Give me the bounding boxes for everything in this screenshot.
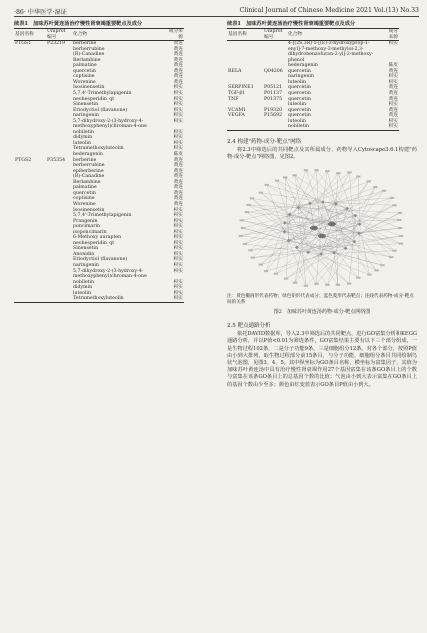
compound-node xyxy=(246,204,250,206)
cell-source: 黄连 xyxy=(173,185,183,191)
cell-compound: palmatine xyxy=(73,63,97,69)
cell-compound: poncimarin xyxy=(73,224,100,230)
cell-compound: luteolin xyxy=(288,102,307,108)
cell-source: 黄连 xyxy=(173,74,183,80)
cell-compound: hederagenin xyxy=(288,63,318,69)
cell-compound: 5,7,4'-Trimethylapigenin xyxy=(73,213,132,219)
cell-source: 枳实 xyxy=(388,102,398,108)
compound-node xyxy=(248,250,252,252)
cell-source: 黄连 xyxy=(173,46,183,52)
cell-compound: luteolin xyxy=(288,118,307,124)
col-header-uniprot: Uniprot 编号 xyxy=(263,29,287,41)
cell-source: 枳实 xyxy=(173,290,183,296)
compound-node xyxy=(244,211,248,213)
cell-compound: quercetin xyxy=(288,96,311,102)
cell-gene: TNF xyxy=(228,96,239,102)
cell-compound: berberine xyxy=(73,41,97,47)
compound-node xyxy=(336,172,340,174)
cell-gene: VCAM1 xyxy=(228,107,247,113)
table-row xyxy=(227,124,399,130)
cell-compound: 6-Methoxy aurapten xyxy=(73,235,122,241)
cell-source: 枳实 xyxy=(173,285,183,291)
col-header-uniprot: Uniprot 编号 xyxy=(46,29,72,41)
cell-source: 枳实 xyxy=(173,218,183,224)
target-node xyxy=(319,252,323,256)
cell-compound: neohesperidin_qt xyxy=(73,96,115,102)
col-header-source: 成分来源 xyxy=(385,29,399,41)
cell-gene xyxy=(227,41,263,64)
compound-node xyxy=(374,270,378,272)
compound-node xyxy=(292,282,296,284)
cell-uniprot xyxy=(263,41,287,64)
compound-node xyxy=(347,172,351,174)
compound-node xyxy=(397,212,401,214)
cell-source: 枳实 xyxy=(173,129,183,135)
cell-source: 黄连 xyxy=(173,68,183,74)
cell-compound: quercetin xyxy=(288,68,311,74)
compound-node xyxy=(249,198,253,200)
cell-gene: SERPINE1 xyxy=(228,85,254,91)
col-header-gene: 基因名称 xyxy=(14,29,46,41)
cell-uniprot: P01137 xyxy=(264,91,283,97)
cell-source: 枳实 xyxy=(173,96,183,102)
table-caption-left: 续表1 加味苏叶黄连汤治疗慢性肾衰竭重要靶点及成分 xyxy=(14,21,143,27)
cell-compound: Isosinensetin xyxy=(73,207,105,213)
cell-compound: (R)-Canadine xyxy=(73,52,105,58)
page-header-right: Clinical Journal of Chinese Medicine 2021 Vol.(13) No.33 xyxy=(239,7,419,14)
cell-gene: VEGFA xyxy=(228,113,245,119)
cell-compound: Isosinensetin xyxy=(73,85,105,91)
cell-compound: coptisine xyxy=(73,196,95,202)
section-heading-2-4: 2.4 构建"药物-成分-靶点"网络 xyxy=(227,138,302,145)
cell-compound: Eriodyctiol (flavanone) xyxy=(73,257,128,263)
compound-node xyxy=(263,270,267,272)
compound-node xyxy=(392,205,396,207)
cell-compound: luteolin xyxy=(288,79,307,85)
cell-compound: didymin xyxy=(73,135,93,141)
cell-compound: Worenine xyxy=(73,201,96,207)
compound-node xyxy=(239,220,243,222)
cell-source: 枳实 xyxy=(173,135,183,141)
figure-note: 注：黄色椭圆形代表药物；绿色矩形代表成分；蓝色菱形代表靶点；连线代表药物-成分-靶点间的关系 xyxy=(227,294,414,306)
cell-compound: berberrubine xyxy=(73,46,105,52)
compound-node xyxy=(367,274,371,276)
compound-node xyxy=(389,256,393,258)
compound-node xyxy=(335,284,339,286)
cell-source: 黄连 xyxy=(388,96,398,102)
cell-compound: Prangenin xyxy=(73,218,98,224)
cell-source: 枳实 xyxy=(385,124,399,130)
compound-node xyxy=(303,169,307,171)
section-text-2-4: 将2.3中筛选后的共同靶点及其所属成分、药物导入Cytoscape3.6.1构建"药物-成分-靶点"网络图，见图2。 xyxy=(227,146,417,161)
compound-node xyxy=(314,283,318,285)
cell-source: 枳实 xyxy=(173,140,183,146)
section-text-2-5: 依托DAVID数据库，导入2.3中筛选后的共同靶点，进行GO富集分析和KEGG通路分析，并以P值<0.01为筛选条件，GO富集结果主要有以下三个部分组成，一是生物过程102条，二是分子功能9条，三是细胞组分12条。对各个部分，按照P值由小到大排列，取生物过程部分前15条目，与分子功能、细胞组分条目共同绘制鸟状气泡图，见图3、4、5。其中纵坐标为GO条目名称，横坐标为富集因子，其值为加味苏叶黄连汤中具有治疗慢性肾衰竭作用27个基因富集在该条GO条目上的个数与富集在该条GO条目上的总基因个数的比值；气泡由小到大表示富集在GO条目上的基因个数由少至多；颜色由红变蓝表示GO条目P值由小到大。 xyxy=(227,331,417,388)
cell-compound: naringenin xyxy=(73,262,99,268)
page-header-left: ·86· 中华医学·湿证 xyxy=(14,9,67,16)
cell-uniprot: P35354 xyxy=(47,157,66,163)
cell-source: 枳实 xyxy=(388,41,398,47)
cell-compound: naringenin xyxy=(288,74,314,80)
compound-node xyxy=(274,180,278,182)
table-header-row xyxy=(227,29,399,41)
cell-uniprot: P05121 xyxy=(264,85,283,91)
cell-source: 黄连 xyxy=(173,179,183,185)
cell-source: 黄连 xyxy=(173,41,183,47)
cell-source: 黄连 xyxy=(173,52,183,58)
compound-node xyxy=(373,186,377,188)
cell-source: 枳实 xyxy=(388,79,398,85)
cell-compound: nobiletin xyxy=(73,129,95,135)
cell-uniprot: P19320 xyxy=(264,107,283,113)
cell-gene: TGF-β1 xyxy=(228,91,246,97)
targets-table-right xyxy=(227,28,399,131)
table-header-row xyxy=(14,29,184,41)
cell-source: 枳实 xyxy=(173,229,183,235)
cell-source: 黄连 xyxy=(173,157,183,163)
cell-source: 黄连 xyxy=(173,201,183,207)
cell-source: 枳实 xyxy=(173,268,183,274)
cell-source: 枳实 xyxy=(173,91,183,97)
cell-compound: Berlambine xyxy=(73,57,101,63)
header-rule xyxy=(14,16,419,17)
cell-source: 黄连 xyxy=(173,190,183,196)
cell-compound: Tetramethoxyluteolin xyxy=(72,296,166,302)
cell-compound: naringenin xyxy=(73,113,99,119)
cell-source: 枳实 xyxy=(173,207,183,213)
cell-uniprot: Q04206 xyxy=(264,68,283,74)
cell-source: 黄连 xyxy=(388,85,398,91)
compound-node xyxy=(325,170,329,172)
cell-source: 枳实 xyxy=(173,240,183,246)
table-body-left xyxy=(14,41,184,303)
right-column xyxy=(227,20,417,389)
compound-node xyxy=(392,250,396,252)
cell-compound: Berlambine xyxy=(73,179,101,185)
cell-compound: Anonidin xyxy=(73,251,95,257)
cell-uniprot: P15692 xyxy=(264,113,283,119)
cell-gene: RELA xyxy=(228,68,242,74)
cell-compound: berberine xyxy=(73,157,97,163)
cell-source: 黄连 xyxy=(173,163,183,169)
compound-node xyxy=(380,264,384,266)
compound-node xyxy=(303,285,307,287)
cell-compound: luteolin xyxy=(73,140,92,146)
cell-source: 黄连 xyxy=(388,107,398,113)
cell-source: 枳实 xyxy=(166,296,184,302)
table-row xyxy=(227,41,399,64)
cell-source: 枳实 xyxy=(173,235,183,241)
cell-compound: Sinensetin xyxy=(73,246,99,252)
compound-node xyxy=(389,197,393,199)
cell-source: 黄连 xyxy=(173,174,183,180)
cell-source: 枳实 xyxy=(173,113,183,119)
cell-uniprot xyxy=(46,269,72,280)
compound-node xyxy=(314,169,318,171)
cell-compound: quercetin xyxy=(288,107,311,113)
compound-node xyxy=(250,257,254,259)
cell-source: 枳实 xyxy=(173,102,183,108)
cell-source: 黄连 xyxy=(388,68,398,74)
compound-node xyxy=(346,283,350,285)
left-column xyxy=(14,20,214,303)
compound-node xyxy=(238,235,242,237)
cell-source: 枳实 xyxy=(173,279,183,285)
col-header-compound: 化合物 xyxy=(287,29,385,41)
col-header-gene: 基因名称 xyxy=(227,29,263,41)
cell-compound: quercetin xyxy=(73,190,96,196)
compound-node xyxy=(273,273,277,275)
col-header-compound: 化合物 xyxy=(72,29,166,41)
cell-uniprot xyxy=(46,119,72,130)
cell-compound: didymin xyxy=(73,285,93,291)
cell-source: 黄连 xyxy=(173,168,183,174)
cell-compound: Eriodyctiol (flavanone) xyxy=(73,107,128,113)
cell-uniprot xyxy=(46,296,72,302)
compound-node xyxy=(399,235,403,237)
cell-source: 黄连 xyxy=(173,57,183,63)
cell-compound: palmatine xyxy=(73,185,97,191)
cell-source: 枳实 xyxy=(388,118,398,124)
cell-source: 枳实 xyxy=(173,251,183,257)
cell-compound: 5,7,4'-Trimethylapigenin xyxy=(73,91,132,97)
cell-uniprot: P01375 xyxy=(264,96,283,102)
cell-source: 枳实 xyxy=(173,257,183,263)
compound-node xyxy=(264,184,268,186)
col-header-source: 成分来源 xyxy=(166,29,184,41)
compound-node xyxy=(356,277,360,279)
compound-node xyxy=(282,177,286,179)
cell-source: 陈皮 xyxy=(173,152,183,158)
cell-compound: berberrubine xyxy=(73,163,105,169)
cell-compound: 4-[(2S,3R)-5-[(E)-3-hydroxyprop-1-enyl]-7-methoxy-3-methylol-2,3-dihydrobenzofuran-2-yl]-2-methoxy-phenol xyxy=(288,41,374,63)
figure-caption: 图2 加味苏叶黄连汤药物-成分-靶点网络图 xyxy=(273,309,371,316)
cell-compound: hederagenin xyxy=(73,152,103,158)
section-heading-2-5: 2.5 靶点通路分析 xyxy=(227,323,271,330)
cell-compound: neohesperidin_qt xyxy=(73,240,115,246)
cell-uniprot xyxy=(263,124,287,130)
table-body-right xyxy=(227,41,399,131)
cell-gene: PTGS2 xyxy=(15,157,32,163)
network-figure xyxy=(234,164,411,292)
cell-compound: 5,7-dihydroxy-2-(3-hydroxy-4-methoxyphenyl)chroman-4-one xyxy=(73,268,147,280)
cell-compound: nobiletin xyxy=(73,279,95,285)
cell-compound: quercetin xyxy=(288,113,311,119)
cell-compound: nobiletin xyxy=(287,124,385,130)
compound-node xyxy=(398,243,402,245)
cell-source: 枳实 xyxy=(388,74,398,80)
cell-source: 枳实 xyxy=(173,262,183,268)
cell-compound: Worenine xyxy=(73,79,96,85)
table-row xyxy=(14,119,184,130)
cell-compound: luteolin xyxy=(73,290,92,296)
cell-gene xyxy=(14,269,46,280)
cell-source: 黄连 xyxy=(388,91,398,97)
cell-source: 枳实 xyxy=(173,85,183,91)
compound-node xyxy=(283,278,287,280)
compound-node xyxy=(242,243,246,245)
table-row xyxy=(14,269,184,280)
compound-node xyxy=(292,174,296,176)
cell-source: 黄连 xyxy=(173,63,183,69)
cell-compound: Tetramethoxyluteolin xyxy=(73,146,124,152)
cell-source: 枳实 xyxy=(173,118,183,124)
cell-source: 陈皮 xyxy=(388,63,398,69)
compound-node xyxy=(397,227,401,229)
cell-compound: quercetin xyxy=(288,91,311,97)
cell-source: 枳实 xyxy=(173,224,183,230)
cell-compound: quercetin xyxy=(288,85,311,91)
compound-node xyxy=(366,181,370,183)
compound-node xyxy=(325,284,329,286)
cell-gene xyxy=(14,296,46,302)
cell-uniprot: P23219 xyxy=(47,41,66,47)
target-node xyxy=(321,200,325,204)
cell-compound: (R)-Canadine xyxy=(73,174,105,180)
cell-gene xyxy=(227,124,263,130)
cell-gene: PTGS1 xyxy=(15,41,32,47)
cell-compound: epiberberine xyxy=(73,168,104,174)
cell-source: 黄连 xyxy=(173,196,183,202)
network-graph xyxy=(234,164,411,292)
cell-source: 枳实 xyxy=(173,146,183,152)
cell-source: 黄连 xyxy=(388,113,398,119)
cell-source: 枳实 xyxy=(173,107,183,113)
cell-compound: Sinensetin xyxy=(73,102,99,108)
compound-node xyxy=(240,227,244,229)
compound-node xyxy=(397,219,401,221)
cell-compound: coptisine xyxy=(73,74,95,80)
herb-node xyxy=(328,222,336,226)
cell-source: 黄连 xyxy=(173,79,183,85)
table-caption-right: 续表1 加味苏叶黄连汤治疗慢性肾衰竭重要靶点及成分 xyxy=(227,21,356,27)
compound-node xyxy=(381,190,385,192)
cell-compound: isoponcimarin xyxy=(73,229,107,235)
compound-node xyxy=(258,264,262,266)
table-row xyxy=(14,296,184,302)
cell-source: 枳实 xyxy=(173,246,183,252)
compound-node xyxy=(356,176,360,178)
cell-compound: 5,7-dihydroxy-2-(3-hydroxy-4-methoxyphenyl)chroman-4-one xyxy=(73,118,147,130)
cell-gene xyxy=(14,119,46,130)
targets-table-left xyxy=(14,28,184,303)
cell-source: 枳实 xyxy=(173,213,183,219)
herb-node xyxy=(318,234,326,238)
cell-compound: quercetin xyxy=(73,68,96,74)
herb-node xyxy=(310,226,318,230)
compound-node xyxy=(258,192,262,194)
